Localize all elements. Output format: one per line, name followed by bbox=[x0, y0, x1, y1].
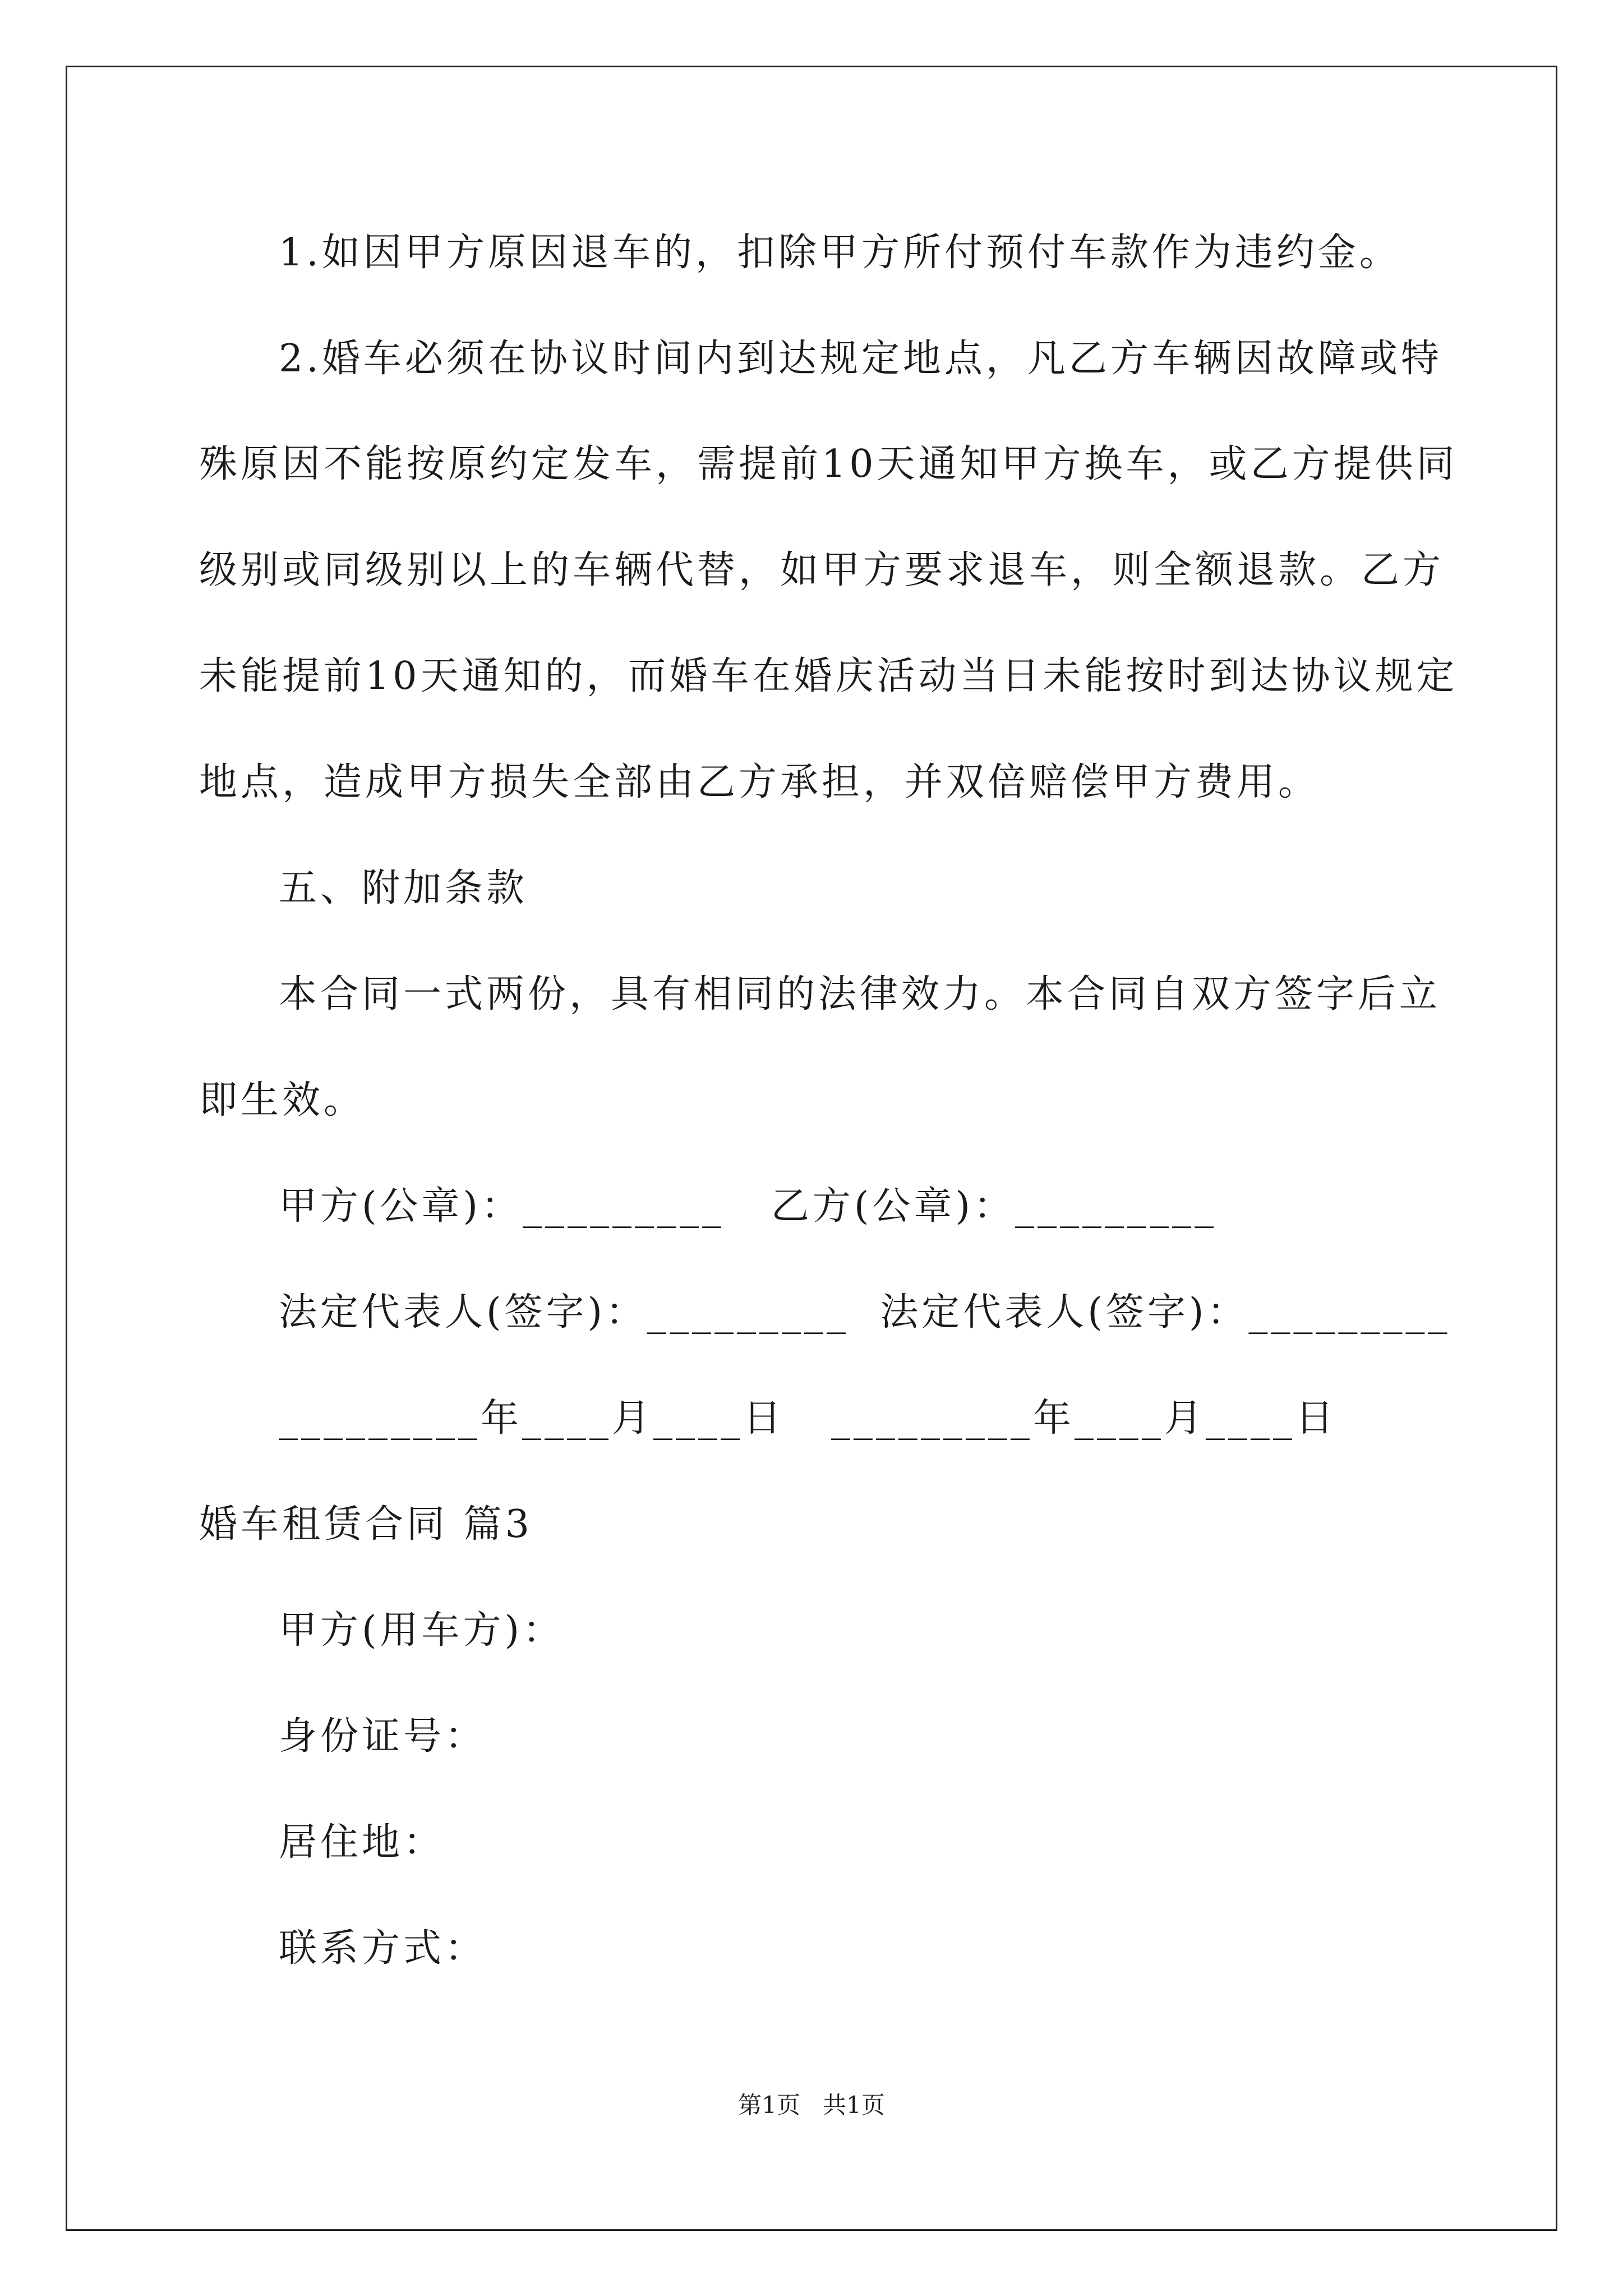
clause-2-line-1: 2.婚车必须在协议时间内到达规定地点，凡乙方车辆因故障或特 bbox=[279, 337, 1442, 381]
party-seal-line: 甲方(公章)：_________ 乙方(公章)：_________ bbox=[279, 1184, 1217, 1228]
clause-2-line-4: 未能提前10天通知的，而婚车在婚庆活动当日未能按时到达协议规定 bbox=[199, 654, 1458, 698]
clause-2-line-3: 级别或同级别以上的车辆代替，如甲方要求退车，则全额退款。乙方 bbox=[199, 548, 1445, 592]
page-footer: 第1页 共1页 bbox=[738, 2091, 885, 2119]
legal-representative-line: 法定代表人(签字)：_________ 法定代表人(签字)：_________ bbox=[279, 1290, 1451, 1335]
residence-label: 居住地： bbox=[279, 1820, 445, 1865]
copies-clause-line-1: 本合同一式两份，具有相同的法律效力。本合同自双方签字后立 bbox=[279, 972, 1441, 1016]
party-a-label: 甲方(用车方)： bbox=[279, 1608, 565, 1653]
copies-clause-line-2: 即生效。 bbox=[199, 1078, 366, 1122]
section-heading-additional-terms: 五、附加条款 bbox=[279, 866, 528, 910]
clause-2-line-2: 殊原因不能按原约定发车，需提前10天通知甲方换车，或乙方提供同 bbox=[199, 442, 1458, 486]
id-number-label: 身份证号： bbox=[279, 1714, 487, 1759]
clause-1-line-1: 1.如因甲方原因退车的，扣除甲方所付预付车款作为违约金。 bbox=[279, 231, 1401, 275]
contract-3-title: 婚车租赁合同 篇3 bbox=[199, 1502, 533, 1547]
page-border bbox=[66, 66, 1557, 2231]
clause-2-line-5: 地点，造成甲方损失全部由乙方承担，并双倍赔偿甲方费用。 bbox=[199, 760, 1320, 804]
date-line: _________年____月____日 _________年____月____日 bbox=[279, 1396, 1337, 1441]
contact-label: 联系方式： bbox=[279, 1926, 487, 1971]
